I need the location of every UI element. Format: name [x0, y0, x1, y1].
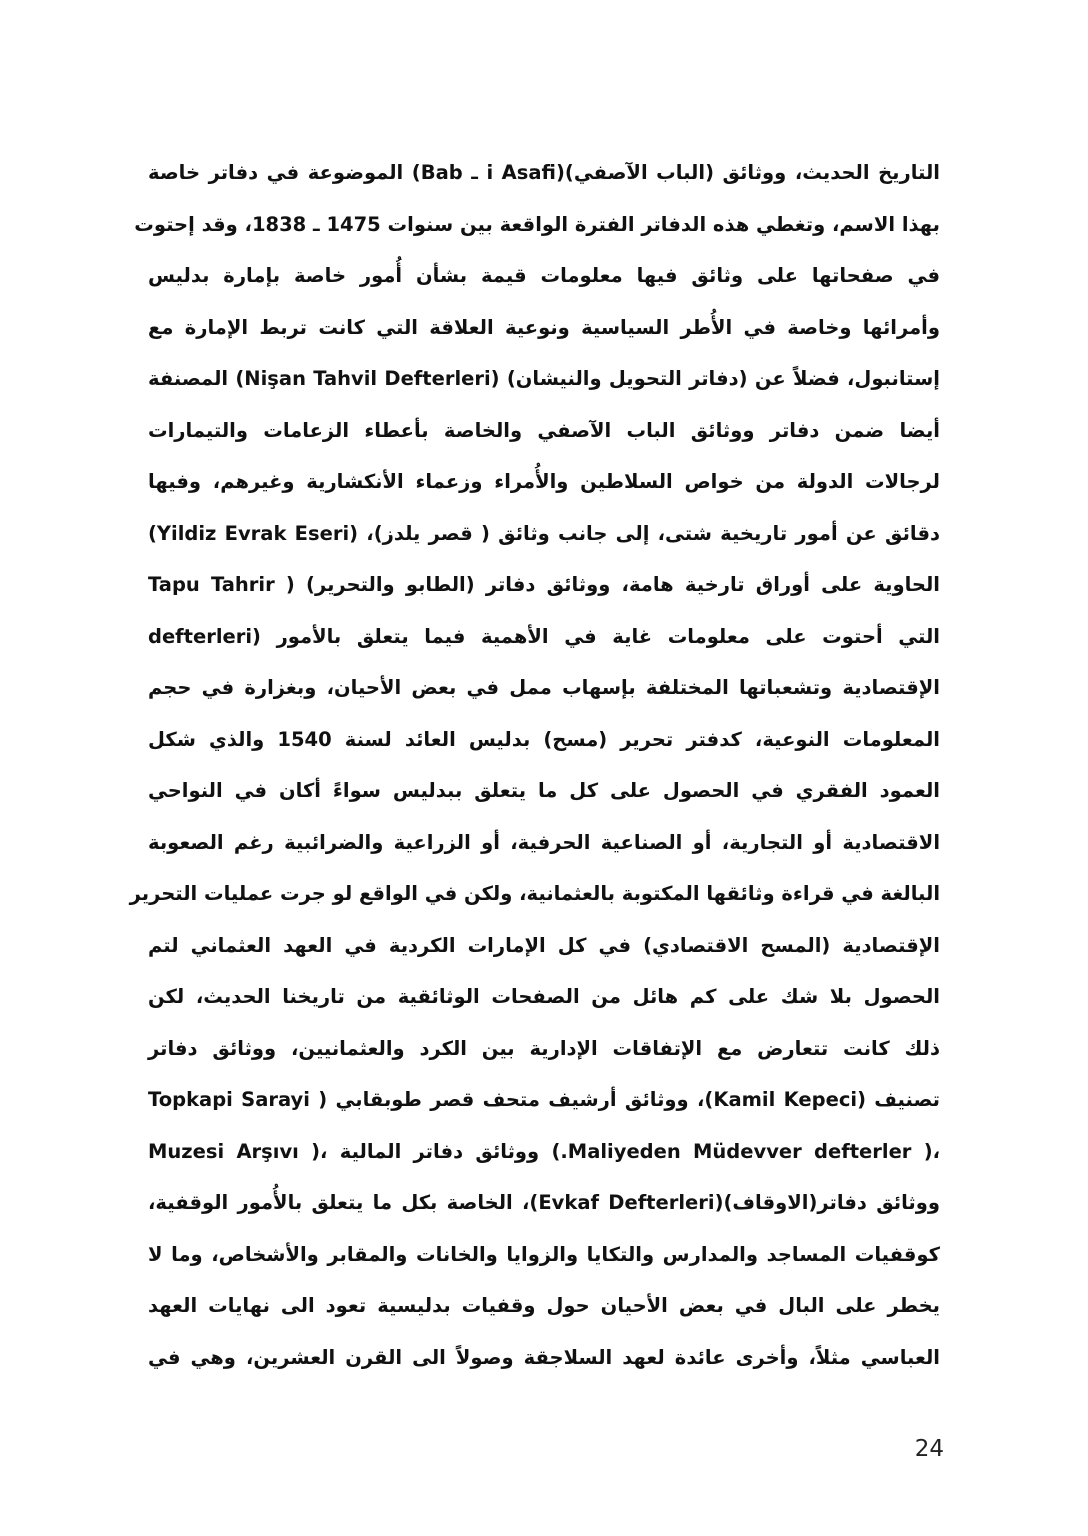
text-line-12: المعلومات النوعية، كدفتر تحرير (مسح) بدليس العائد لسنة 1540 والذي شكل: [148, 727, 940, 751]
body-text: [129, 147, 941, 1383]
text-line-19: تصنيف (Kamil Kepeci)، ووثائق أرشيف متحف قصر طوبقابي ( Topkapi Sarayi: [148, 1088, 940, 1111]
text-line-17: الحصول بلا شك على كم هائل من الصفحات الوثائقية من تاريخنا الحديث، لكن: [148, 985, 940, 1008]
page-number: 24: [914, 1436, 944, 1462]
text-line-2: بهذا الاسم، وتغطي هذه الدفاتر الفترة الواقعة بين سنوات 1475 ـ 1838، وقد إحتوت: [134, 212, 940, 236]
text-line-6: أيضا ضمن دفاتر ووثائق الباب الآصفي والخاصة بأعطاء الزعامات والتيمارات: [148, 418, 940, 442]
text-line-10: defterleri) التي أحتوت على معلومات غاية في الأهمية فيما يتعلق بالأمور: [148, 624, 940, 648]
text-line-16: الإقتصادية (المسح الاقتصادي) في كل الإمارات الكردية في العهد العثماني لتم: [148, 933, 940, 957]
text-line-5: إستانبول، فضلاً عن (دفاتر التحويل والنيشان) (Nişan Tahvil Defterleri) المصنفة: [148, 367, 940, 390]
text-line-22: كوقفيات المساجد والمدارس والتكايا والزوايا والخانات والمقابر والأشخاص، وما لا: [148, 1242, 940, 1266]
text-line-3: في صفحاتها على وثائق فيها معلومات قيمة بشأن أُمور خاصة بإمارة بدليس: [148, 264, 940, 287]
text-line-4: وأمرائها وخاصة في الأُطر السياسية ونوعية العلاقة التي كانت تربط الإمارة مع: [148, 315, 940, 339]
text-line-1: التاريخ الحديث، ووثائق (الباب الآصفي)(i Asafi ـ Bab) الموضوعة في دفاتر خاصة: [148, 161, 940, 184]
text-line-9: الحاوية على أوراق تارخية هامة، ووثائق دفاتر (الطابو والتحرير) ( Tapu Tahrir: [148, 573, 940, 596]
text-line-11: الإقتصادية وتشعباتها المختلفة بإسهاب ممل في بعض الأحيان، وبغزارة في حجم: [148, 676, 940, 699]
text-line-24: العباسي مثلاً، وأخرى عائدة لعهد السلاجقة وصولاً الى القرن العشرين، وهي في: [148, 1345, 940, 1369]
text-line-23: يخطر على البال في بعض الأحيان حول وقفيات بدليسية تعود الى نهايات العهد: [148, 1294, 940, 1317]
text-line-21: ووثائق دفاتر(الاوقاف)(Evkaf Defterleri)، الخاصة بكل ما يتعلق بالأُمور الوقفية،: [148, 1191, 940, 1214]
text-line-7: لرجالات الدولة من خواص السلاطين والأُمراء وزعماء الأنكشارية وغيرهم، وفيها: [148, 470, 940, 493]
text-line-8: دقائق عن أمور تاريخية شتى، إلى جانب وثائق ( قصر يلدز)، (Yildiz Evrak Eseri): [148, 521, 940, 545]
text-line-13: العمود الفقري في الحصول على كل ما يتعلق ببدليس سواءً أكان في النواحي: [148, 779, 940, 802]
text-line-15: البالغة في قراءة وثائقها المكتوبة بالعثمانية، ولكن في الواقع لو جرت عمليات التحرير: [129, 882, 940, 905]
text-line-14: الاقتصادية أو التجارية، أو الصناعية الحرفية، أو الزراعية والضرائبية رغم الصعوبة: [148, 830, 940, 854]
text-line-18: ذلك كانت تتعارض مع الإتفاقات الإدارية بين الكرد والعثمانيين، ووثائق دفاتر: [148, 1036, 940, 1060]
text-line-20: Muzesi Arşıvı )، ووثائق دفاتر المالية (.Maliyeden Müdevver defterler )،: [148, 1139, 941, 1163]
